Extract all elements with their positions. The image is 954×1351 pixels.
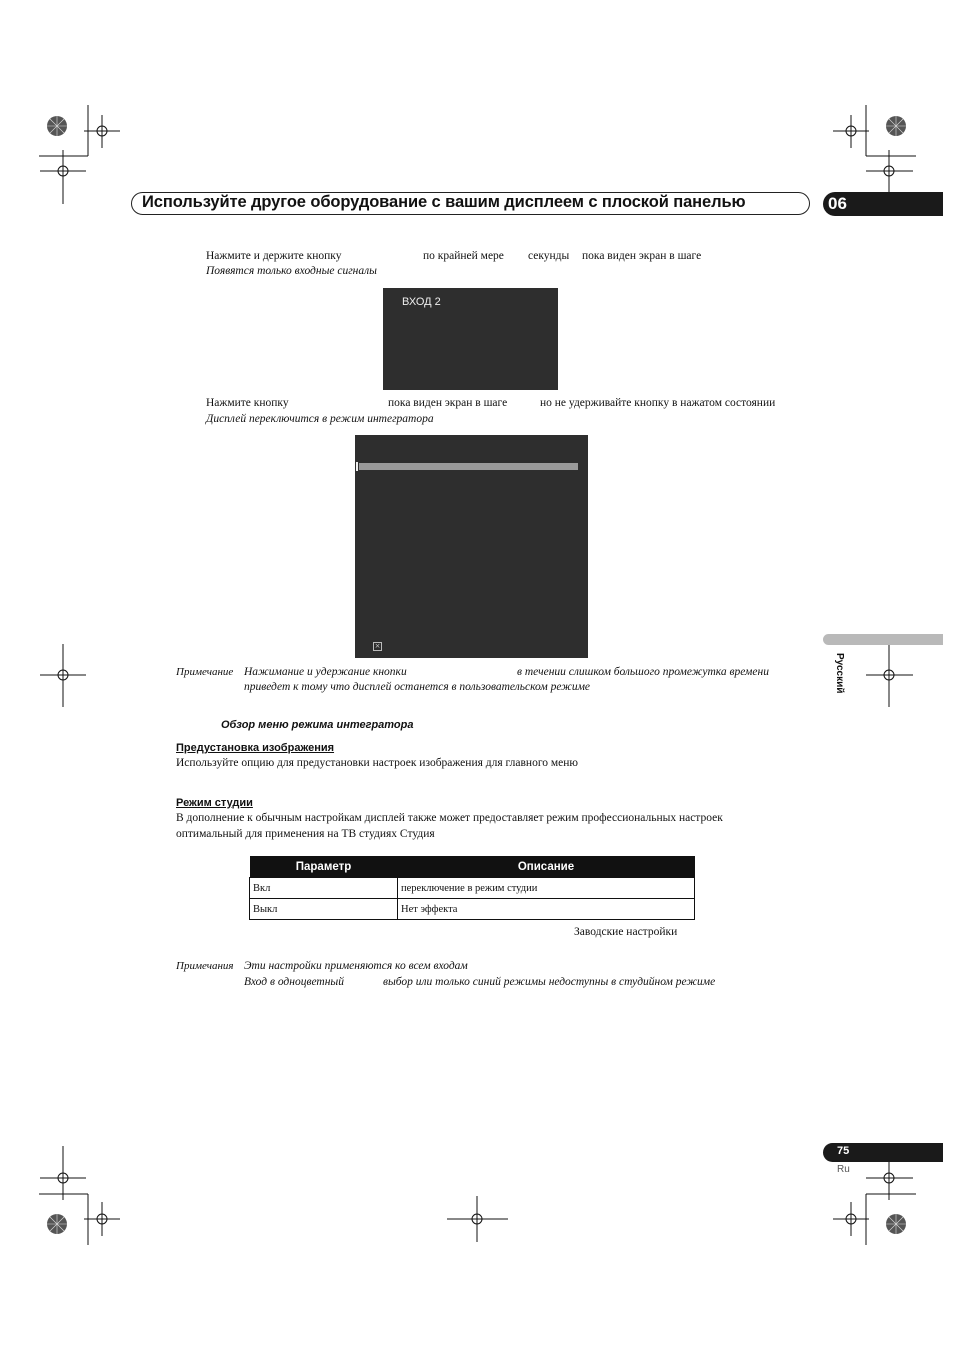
note2-label: Примечания	[176, 960, 234, 972]
studio-line2: оптимальный для применения на ТВ студиях Студия	[176, 828, 435, 840]
table-row	[250, 899, 695, 920]
language-tab	[823, 634, 943, 645]
studio-line1: В дополнение к обычным настройкам дисплей также может предоставляет режим профессиональных настроек	[176, 812, 723, 824]
table-cell: Выкл	[250, 899, 398, 920]
page-number: 75	[837, 1145, 850, 1157]
table-cell: Нет эффекта	[398, 899, 695, 920]
note2-line2a: Вход в одноцветный	[244, 976, 344, 988]
studio-heading: Режим студии	[176, 797, 253, 809]
menu-cursor	[356, 462, 358, 471]
close-box-icon: ×	[374, 642, 381, 650]
col-header-parameter: Параметр	[250, 856, 398, 878]
table-cell: переключение в режим студии	[398, 878, 695, 899]
step1-text-d: пока виден экран в шаге	[582, 250, 702, 262]
input-label: ВХОД 2	[402, 296, 441, 308]
preset-heading: Предустановка изображения	[176, 742, 335, 754]
input-signal-screen	[383, 288, 558, 390]
preset-text: Используйте опцию для предустановки настроек изображения для главного меню	[176, 757, 579, 769]
step2-text-a: Нажмите кнопку	[206, 397, 289, 409]
language-tab-label: Русский	[834, 653, 845, 694]
step1-text-b: по крайней мере	[423, 250, 504, 262]
table-cell: Вкл	[250, 878, 398, 899]
table-row	[250, 878, 695, 899]
step1-text-a: Нажмите и держите кнопку	[206, 250, 342, 262]
chapter-number: 06	[828, 194, 847, 213]
step2-text-b: пока виден экран в шаге	[388, 397, 508, 409]
section-title: Обзор меню режима интегратора	[221, 719, 414, 731]
page-language-code: Ru	[837, 1164, 850, 1175]
note1-line1a: Нажимание и удержание кнопки	[244, 666, 407, 678]
parameter-table	[249, 856, 695, 920]
step1-text-c: секунды	[528, 250, 570, 262]
step2-result: Дисплей переключится в режим интегратора	[206, 413, 434, 425]
note1-line1b: в течении слишком большого промежутка времени	[517, 666, 769, 678]
col-header-description: Описание	[398, 856, 695, 878]
table-footnote: Заводские настройки	[574, 926, 678, 938]
note2-line2b: выбор или только синий режимы недоступны в студийном режиме	[383, 976, 716, 988]
page-title: Используйте другое оборудование с вашим дисплеем с плоской панелью	[142, 193, 746, 211]
menu-highlight-bar	[359, 463, 578, 470]
note2-line1: Эти настройки применяются ко всем входам	[244, 960, 468, 972]
step2-text-c: но не удерживайте кнопку в нажатом состоянии	[540, 397, 776, 409]
note1-label: Примечание	[176, 666, 234, 678]
integrator-menu-screen	[355, 435, 588, 658]
step1-result: Появятся только входные сигналы	[206, 265, 377, 277]
note1-line2: приведет к тому что дисплей останется в пользовательском режиме	[244, 681, 591, 693]
